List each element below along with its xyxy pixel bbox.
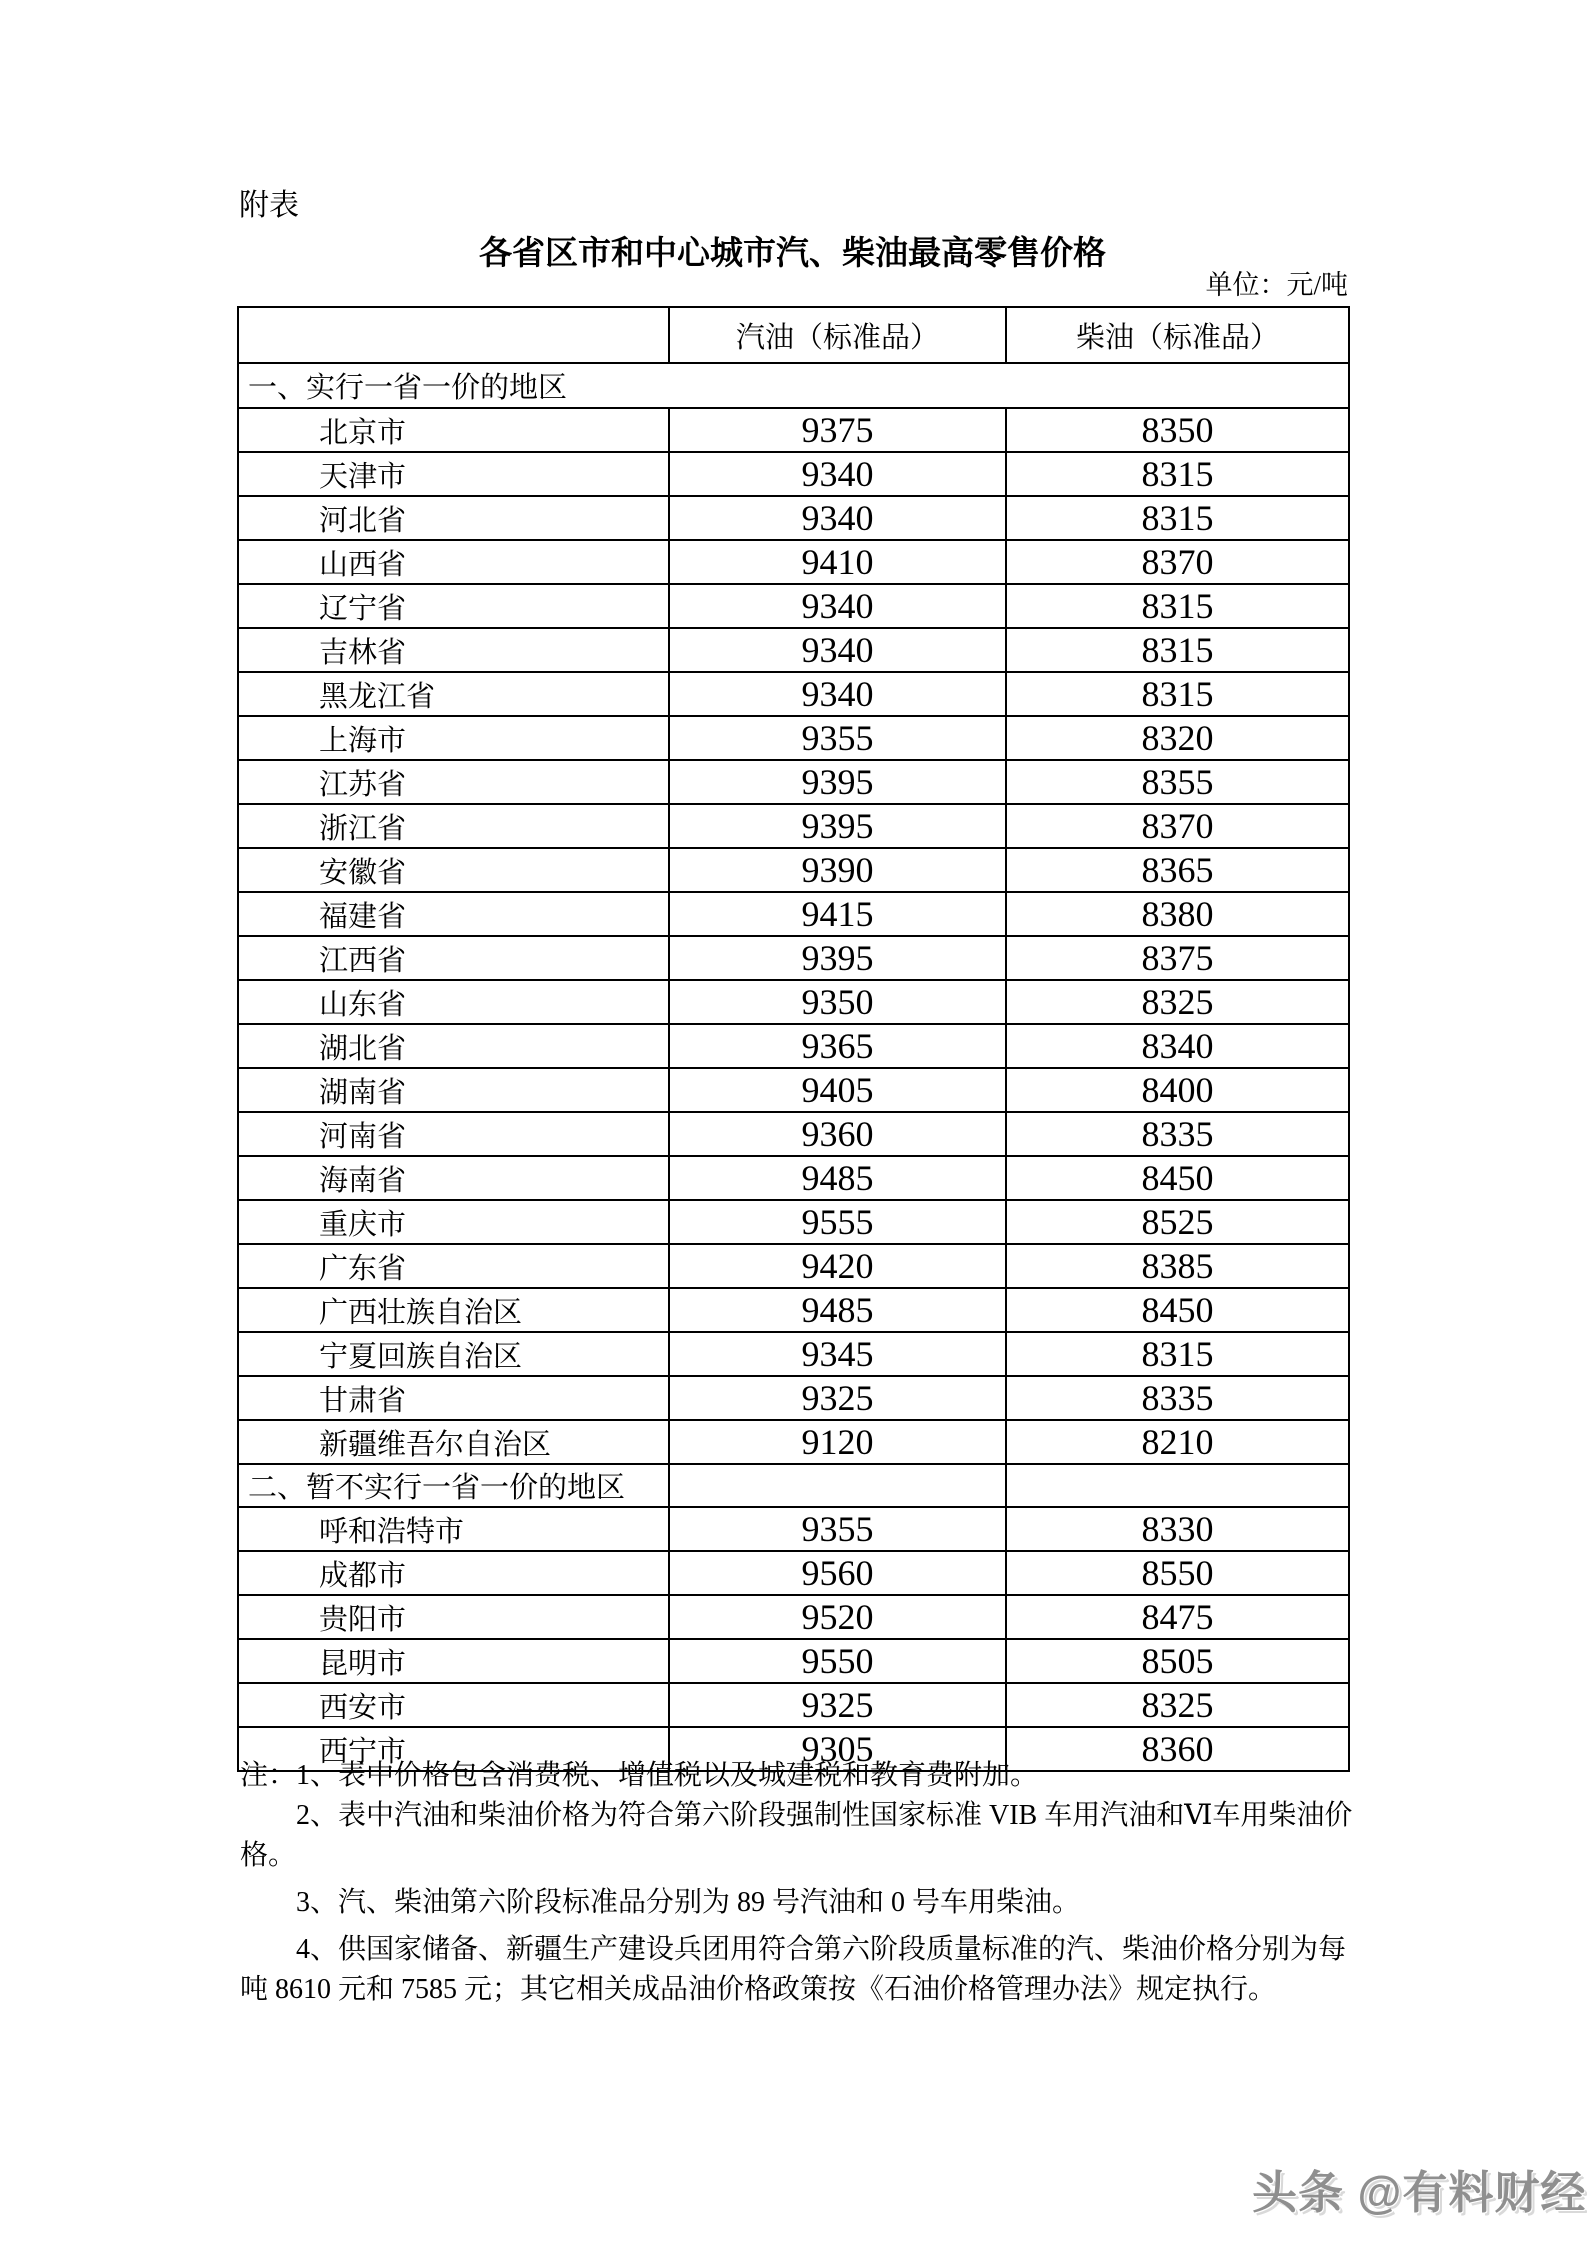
region-cell: 新疆维吾尔自治区 xyxy=(238,1420,669,1464)
region-cell: 西安市 xyxy=(238,1683,669,1727)
region-cell: 北京市 xyxy=(238,408,669,452)
diesel-cell: 8320 xyxy=(1006,716,1349,760)
region-cell: 辽宁省 xyxy=(238,584,669,628)
diesel-cell: 8315 xyxy=(1006,584,1349,628)
table-row xyxy=(238,804,1349,848)
diesel-cell: 8355 xyxy=(1006,760,1349,804)
table-row xyxy=(238,760,1349,804)
region-cell: 天津市 xyxy=(238,452,669,496)
diesel-cell: 8370 xyxy=(1006,804,1349,848)
region-cell: 福建省 xyxy=(238,892,669,936)
region-cell: 昆明市 xyxy=(238,1639,669,1683)
diesel-cell: 8340 xyxy=(1006,1024,1349,1068)
diesel-cell: 8315 xyxy=(1006,1332,1349,1376)
gasoline-cell: 9485 xyxy=(669,1156,1006,1200)
region-cell: 河北省 xyxy=(238,496,669,540)
note-line: 2、表中汽油和柴油价格为符合第六阶段强制性国家标准 VIB 车用汽油和Ⅵ车用柴油价 xyxy=(296,1800,1353,1831)
table-row xyxy=(238,540,1349,584)
diesel-cell: 8360 xyxy=(1006,1727,1349,1771)
gasoline-cell: 9410 xyxy=(669,540,1006,584)
region-cell: 江苏省 xyxy=(238,760,669,804)
region-cell: 河南省 xyxy=(238,1112,669,1156)
region-cell: 湖北省 xyxy=(238,1024,669,1068)
diesel-cell: 8380 xyxy=(1006,892,1349,936)
note-line: 3、汽、柴油第六阶段标准品分别为 89 号汽油和 0 号车用柴油。 xyxy=(296,1887,1081,1918)
table-row xyxy=(238,716,1349,760)
gasoline-cell: 9360 xyxy=(669,1112,1006,1156)
region-cell: 湖南省 xyxy=(238,1068,669,1112)
region-column-header xyxy=(238,307,669,363)
empty-cell xyxy=(1006,1464,1349,1507)
table-row xyxy=(238,1595,1349,1639)
diesel-cell: 8335 xyxy=(1006,1112,1349,1156)
diesel-cell: 8210 xyxy=(1006,1420,1349,1464)
gasoline-cell: 9325 xyxy=(669,1683,1006,1727)
table-row xyxy=(238,1420,1349,1464)
table-row xyxy=(238,496,1349,540)
gasoline-cell: 9520 xyxy=(669,1595,1006,1639)
region-cell: 浙江省 xyxy=(238,804,669,848)
note-line: 注：1、表中价格包含消费税、增值税以及城建税和教育费附加。 xyxy=(240,1760,1039,1791)
unit-label: 单位：元/吨 xyxy=(1205,270,1348,300)
diesel-cell: 8505 xyxy=(1006,1639,1349,1683)
page-title: 各省区市和中心城市汽、柴油最高零售价格 xyxy=(479,234,1106,271)
region-cell: 吉林省 xyxy=(238,628,669,672)
gasoline-cell: 9390 xyxy=(669,848,1006,892)
table-row xyxy=(238,452,1349,496)
region-cell: 成都市 xyxy=(238,1551,669,1595)
note-line: 格。 xyxy=(240,1840,297,1871)
region-cell: 黑龙江省 xyxy=(238,672,669,716)
gasoline-cell: 9355 xyxy=(669,1507,1006,1551)
gasoline-column-header: 汽油（标准品） xyxy=(669,307,1006,363)
table-row xyxy=(238,848,1349,892)
diesel-cell: 8370 xyxy=(1006,540,1349,584)
gasoline-cell: 9340 xyxy=(669,584,1006,628)
gasoline-cell: 9325 xyxy=(669,1376,1006,1420)
diesel-cell: 8325 xyxy=(1006,1683,1349,1727)
section-title: 一、实行一省一价的地区 xyxy=(238,363,1349,408)
gasoline-cell: 9340 xyxy=(669,452,1006,496)
diesel-cell: 8330 xyxy=(1006,1507,1349,1551)
region-cell: 甘肃省 xyxy=(238,1376,669,1420)
table-header-row xyxy=(238,307,1349,363)
diesel-cell: 8325 xyxy=(1006,980,1349,1024)
table-row xyxy=(238,1639,1349,1683)
diesel-cell: 8315 xyxy=(1006,496,1349,540)
table-row xyxy=(238,1683,1349,1727)
table-row xyxy=(238,584,1349,628)
diesel-cell: 8400 xyxy=(1006,1068,1349,1112)
gasoline-cell: 9375 xyxy=(669,408,1006,452)
gasoline-cell: 9405 xyxy=(669,1068,1006,1112)
diesel-cell: 8450 xyxy=(1006,1156,1349,1200)
diesel-cell: 8385 xyxy=(1006,1244,1349,1288)
gasoline-cell: 9345 xyxy=(669,1332,1006,1376)
section-row xyxy=(238,363,1349,408)
region-cell: 山东省 xyxy=(238,980,669,1024)
region-cell: 西宁市 xyxy=(238,1727,669,1771)
table-row xyxy=(238,1156,1349,1200)
gasoline-cell: 9305 xyxy=(669,1727,1006,1771)
gasoline-cell: 9340 xyxy=(669,628,1006,672)
diesel-column-header: 柴油（标准品） xyxy=(1006,307,1349,363)
gasoline-cell: 9485 xyxy=(669,1288,1006,1332)
table-row xyxy=(238,1200,1349,1244)
diesel-cell: 8525 xyxy=(1006,1200,1349,1244)
gasoline-cell: 9365 xyxy=(669,1024,1006,1068)
table-row xyxy=(238,1068,1349,1112)
gasoline-cell: 9395 xyxy=(669,760,1006,804)
gasoline-cell: 9350 xyxy=(669,980,1006,1024)
price-table xyxy=(237,306,1350,1772)
watermark: 头条 @有料财经 xyxy=(1252,2167,1587,2218)
gasoline-cell: 9340 xyxy=(669,672,1006,716)
diesel-cell: 8365 xyxy=(1006,848,1349,892)
region-cell: 上海市 xyxy=(238,716,669,760)
table-row xyxy=(238,408,1349,452)
table-row xyxy=(238,1332,1349,1376)
gasoline-cell: 9355 xyxy=(669,716,1006,760)
diesel-cell: 8315 xyxy=(1006,672,1349,716)
attachment-label: 附表 xyxy=(239,189,299,222)
table-row xyxy=(238,1507,1349,1551)
gasoline-cell: 9395 xyxy=(669,804,1006,848)
table-row xyxy=(238,1024,1349,1068)
table-row xyxy=(238,936,1349,980)
region-cell: 贵阳市 xyxy=(238,1595,669,1639)
gasoline-cell: 9555 xyxy=(669,1200,1006,1244)
diesel-cell: 8550 xyxy=(1006,1551,1349,1595)
table-row xyxy=(238,628,1349,672)
region-cell: 宁夏回族自治区 xyxy=(238,1332,669,1376)
empty-cell xyxy=(669,1464,1006,1507)
diesel-cell: 8475 xyxy=(1006,1595,1349,1639)
region-cell: 安徽省 xyxy=(238,848,669,892)
region-cell: 广东省 xyxy=(238,1244,669,1288)
notes xyxy=(240,1756,1480,2010)
region-cell: 山西省 xyxy=(238,540,669,584)
gasoline-cell: 9340 xyxy=(669,496,1006,540)
diesel-cell: 8375 xyxy=(1006,936,1349,980)
gasoline-cell: 9415 xyxy=(669,892,1006,936)
diesel-cell: 8450 xyxy=(1006,1288,1349,1332)
gasoline-cell: 9395 xyxy=(669,936,1006,980)
table-row xyxy=(238,1376,1349,1420)
diesel-cell: 8315 xyxy=(1006,452,1349,496)
note-line: 4、供国家储备、新疆生产建设兵团用符合第六阶段质量标准的汽、柴油价格分别为每 xyxy=(296,1934,1347,1965)
region-cell: 呼和浩特市 xyxy=(238,1507,669,1551)
table-row xyxy=(238,1551,1349,1595)
gasoline-cell: 9550 xyxy=(669,1639,1006,1683)
gasoline-cell: 9120 xyxy=(669,1420,1006,1464)
section-title: 二、暂不实行一省一价的地区 xyxy=(238,1464,669,1507)
table-row xyxy=(238,892,1349,936)
table-row xyxy=(238,672,1349,716)
region-cell: 重庆市 xyxy=(238,1200,669,1244)
note-line: 吨 8610 元和 7585 元；其它相关成品油价格政策按《石油价格管理办法》规定执行。 xyxy=(240,1974,1277,2005)
region-cell: 江西省 xyxy=(238,936,669,980)
table-row xyxy=(238,1288,1349,1332)
diesel-cell: 8315 xyxy=(1006,628,1349,672)
gasoline-cell: 9420 xyxy=(669,1244,1006,1288)
table-row xyxy=(238,980,1349,1024)
price-table-body xyxy=(238,307,1349,1771)
section-row xyxy=(238,1464,1349,1507)
diesel-cell: 8350 xyxy=(1006,408,1349,452)
region-cell: 海南省 xyxy=(238,1156,669,1200)
gasoline-cell: 9560 xyxy=(669,1551,1006,1595)
region-cell: 广西壮族自治区 xyxy=(238,1288,669,1332)
diesel-cell: 8335 xyxy=(1006,1376,1349,1420)
table-row xyxy=(238,1244,1349,1288)
table-row xyxy=(238,1112,1349,1156)
